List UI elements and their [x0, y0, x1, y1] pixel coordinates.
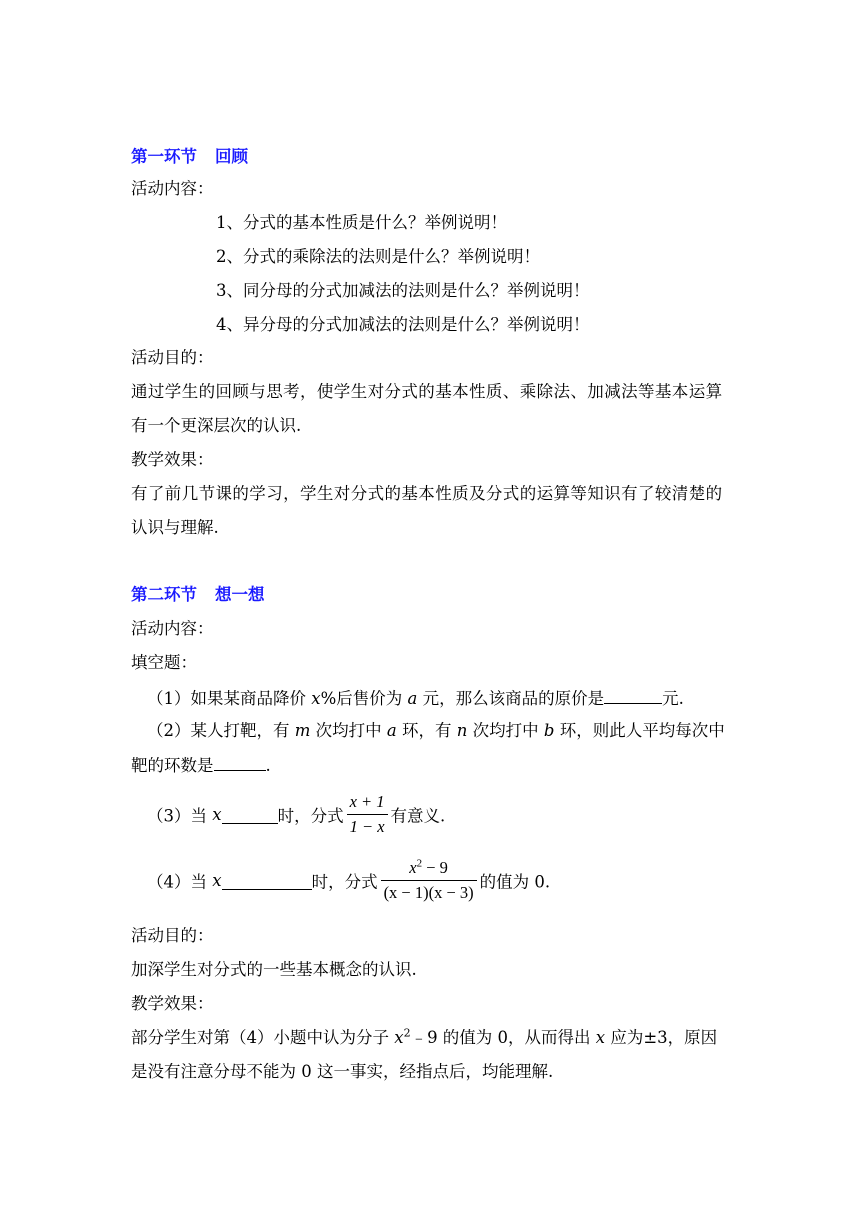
q1-text-c: 元，那么该商品的原价是	[417, 689, 605, 708]
section1-purpose-line2: 有一个更深层次的认识.	[131, 416, 302, 435]
q4-fraction	[381, 858, 477, 903]
q2-var-n: n	[456, 721, 468, 740]
effect-text-c: 应为±3，原因	[605, 1028, 718, 1047]
q2-line2-end: .	[265, 756, 271, 775]
q3-text-a: （3）当	[147, 806, 213, 826]
section1-item-2: 2、分式的乘除法的法则是什么？举例说明！	[216, 247, 540, 266]
section1-subtitle: 回顾	[215, 147, 248, 166]
q2-text-a: （2）某人打靶，有	[147, 721, 295, 740]
q2-text-e: 环，则此人平均每次中	[554, 721, 725, 740]
section1-purpose-line1: 通过学生的回顾与思考，使学生对分式的基本性质、乘除法、加减法等基本运算	[131, 382, 723, 401]
section1-effect-line1: 有了前几节课的学习，学生对分式的基本性质及分式的运算等知识有了较清楚的	[131, 484, 723, 503]
q4-text-b: 时，分式	[311, 872, 378, 892]
q4-fraction-denominator: (x − 1)(x − 3)	[383, 883, 474, 902]
q4-num-exponent: 2	[416, 857, 423, 870]
q3-fraction	[347, 792, 388, 837]
section1-item-4: 4、异分母的分式加减法的法则是什么？举例说明！	[216, 315, 590, 334]
section1-purpose-label: 活动目的：	[131, 348, 214, 367]
q2-var-a: a	[386, 721, 397, 740]
q1-text-b: %后售价为	[320, 689, 408, 708]
effect-var-x: x	[394, 1028, 404, 1047]
section1-title: 第一环节	[131, 147, 197, 166]
section2-title: 第二环节	[131, 585, 197, 604]
effect-exponent: 2	[403, 1026, 411, 1040]
q3-text-c: 有意义.	[390, 806, 446, 826]
q2-text-d: 次均打中	[467, 721, 544, 740]
q1-text-a: （1）如果某商品降价	[147, 689, 312, 708]
q1-var-a: a	[407, 689, 418, 708]
section2-purpose-label: 活动目的：	[131, 926, 214, 945]
q2-text-b: 次均打中	[310, 721, 387, 740]
question-3	[147, 792, 747, 837]
question-2	[147, 719, 747, 743]
q3-answer-blank[interactable]	[222, 805, 278, 824]
q3-var-x: x	[212, 805, 222, 824]
effect-text-a: 部分学生对第（4）小题中认为分子	[131, 1028, 395, 1047]
section2-subtitle: 想一想	[215, 585, 265, 604]
q1-var-x: x	[311, 689, 321, 708]
section1-item-1: 1、分式的基本性质是什么？举例说明！	[216, 213, 507, 232]
section2-effect-line1	[131, 1026, 731, 1050]
section2-effect-label: 教学效果：	[131, 994, 214, 1013]
effect-var-x2: x	[595, 1028, 606, 1047]
q4-var-x: x	[212, 871, 222, 890]
q3-fraction-denominator: 1 − x	[349, 817, 385, 836]
q1-answer-blank[interactable]	[604, 685, 662, 704]
section2-purpose-line1: 加深学生对分式的一些基本概念的认识.	[131, 960, 417, 979]
question-4	[147, 858, 747, 903]
question-1	[147, 685, 747, 711]
section2-heading	[131, 583, 731, 607]
question-2-line2	[131, 752, 731, 778]
q4-num-rest: − 9	[422, 858, 448, 877]
q1-text-d: 元.	[662, 689, 684, 708]
q2-text-c: 环，有	[396, 721, 457, 740]
q4-text-a: （4）当	[147, 872, 213, 892]
section2-fill-label: 填空题：	[131, 653, 197, 672]
section1-activity-label: 活动内容：	[131, 179, 214, 198]
q4-num-base: x	[409, 858, 417, 877]
q2-answer-blank[interactable]	[214, 752, 266, 771]
q3-fraction-numerator: x + 1	[347, 792, 388, 815]
q4-fraction-numerator	[381, 858, 477, 881]
section1-effect-label: 教学效果：	[131, 450, 214, 469]
section1-item-3: 3、同分母的分式加减法的法则是什么？举例说明！	[216, 281, 590, 300]
section2-effect-line2: 是没有注意分母不能为 0 这一事实，经指点后，均能理解.	[131, 1062, 554, 1081]
q3-text-b: 时，分式	[277, 806, 344, 826]
q4-answer-blank[interactable]	[222, 871, 312, 890]
section1-heading	[131, 145, 731, 169]
q2-var-m: m	[294, 721, 311, 740]
section2-activity-label: 活动内容：	[131, 619, 214, 638]
q2-var-b: b	[543, 721, 555, 740]
q4-text-c: 的值为 0.	[479, 872, 551, 892]
effect-text-b: ﹣9 的值为 0，从而得出	[410, 1028, 596, 1047]
q2-line2-text: 靶的环数是	[131, 756, 214, 775]
section1-effect-line2: 认识与理解.	[131, 518, 219, 537]
